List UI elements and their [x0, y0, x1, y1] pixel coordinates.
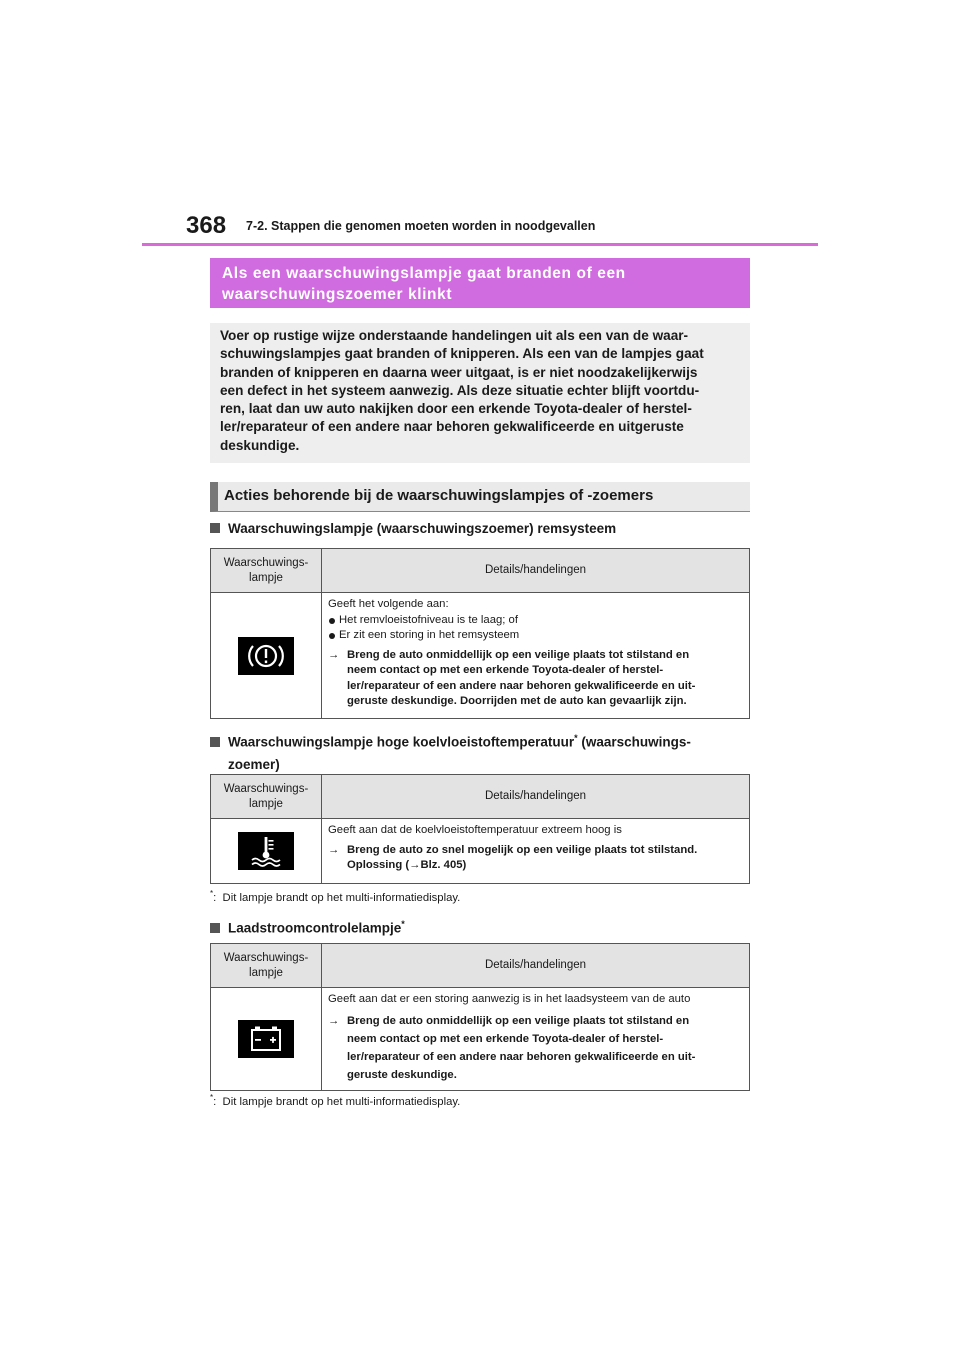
table-header-row	[211, 944, 750, 988]
battery-charging-icon	[238, 1020, 294, 1058]
lamp-cell	[211, 819, 322, 884]
footnote-marker: *	[210, 889, 214, 898]
details-bullet: Het remvloeistofniveau is te laag; of	[328, 613, 743, 629]
table-row	[211, 988, 750, 1091]
details-cell	[322, 988, 750, 1091]
arrow-icon: →	[409, 859, 421, 871]
header-cell-lamp	[211, 775, 322, 819]
action-line: Breng de auto zo snel mogelijk op een veilige plaats tot stilstand.	[347, 843, 698, 856]
action-line: ler/reparateur of een andere naar behoren gekwalificeerde en uit-	[347, 679, 696, 692]
square-bullet-icon	[210, 923, 220, 933]
footnote-marker: *	[210, 1093, 214, 1102]
footnote-colon: :	[213, 891, 217, 904]
charging-warning-table	[210, 943, 750, 1091]
details-action	[328, 1012, 743, 1084]
arrow-icon: →	[328, 1014, 340, 1027]
details-action	[328, 648, 743, 710]
header-lamp-line2: lampje	[249, 797, 283, 810]
lamp-cell	[211, 988, 322, 1091]
intro-line: branden of knipperen en daarna weer uitgaat, is er niet noodzakelijkerwijs	[220, 364, 698, 380]
action-line: neem contact op met een erkende Toyota-dealer of herstel-	[347, 664, 664, 676]
page-number: 368	[186, 212, 227, 239]
coolant-heading-text: Waarschuwingslampje hoge koelvloeistoftemperatuur	[228, 734, 575, 750]
action-line: geruste deskundige. Doorrijden met de auto kan gevaarlijk zijn.	[347, 695, 687, 707]
intro-line: schuwingslampjes gaat branden of knipperen. Als een van de lampjes gaat	[220, 346, 704, 362]
header-lamp-line1: Waarschuwings-	[223, 556, 309, 569]
brake-warning-heading	[210, 518, 616, 540]
coolant-heading-line2: zoemer)	[228, 756, 280, 772]
intro-line: Voer op rustige wijze onderstaande handelingen uit als een van de waar-	[220, 328, 689, 343]
table-header-row	[211, 775, 750, 819]
footnote-colon: :	[213, 1095, 217, 1108]
section-title-banner	[210, 258, 750, 308]
section-title-line1: Als een waarschuwingslampje gaat branden of een	[222, 265, 626, 282]
brake-warning-table	[210, 548, 750, 719]
charging-warning-heading	[210, 913, 405, 940]
intro-line: deskundige.	[220, 437, 300, 453]
table-row	[211, 593, 750, 719]
lamp-cell	[211, 593, 322, 719]
intro-line: een defect in het systeem aanwezig. Als deze situatie echter blijft voortdu-	[220, 382, 700, 398]
details-text: Geeft aan dat de koelvloeistoftemperatuur extreem hoog is	[328, 824, 622, 836]
coolant-heading-text-cont: (waarschuwings-	[577, 734, 691, 750]
coolant-warning-heading	[210, 727, 691, 776]
header-cell-details: Details/handelingen	[322, 549, 750, 593]
coolant-temperature-icon	[238, 832, 294, 870]
header-cell-details: Details/handelingen	[322, 775, 750, 819]
header-cell-lamp	[211, 549, 322, 593]
action-line: ler/reparateur of een andere naar behoren gekwalificeerde en uit-	[347, 1050, 696, 1063]
square-bullet-icon	[210, 523, 220, 533]
footnote	[210, 1093, 460, 1108]
intro-line: ren, laat dan uw auto nakijken door een erkende Toyota-dealer of herstel-	[220, 401, 692, 417]
header-lamp-line2: lampje	[249, 966, 283, 979]
arrow-icon: →	[328, 648, 340, 661]
action-line: Breng de auto onmiddellijk op een veilige plaats tot stilstand en	[347, 648, 690, 661]
details-intro: Geeft het volgende aan:	[328, 598, 449, 610]
footnote-marker: *	[401, 919, 405, 929]
action-line: neem contact op met een erkende Toyota-dealer of herstel-	[347, 1032, 664, 1045]
subsection-title: Acties behorende bij de waarschuwingslampjes of -zoemers	[210, 482, 750, 512]
brake-warning-icon	[238, 637, 294, 675]
action-line: Breng de auto onmiddellijk op een veilige plaats tot stilstand en	[347, 1014, 690, 1027]
footnote-text: Dit lampje brandt op het multi-informatiedisplay.	[222, 891, 461, 904]
chapter-title: 7-2. Stappen die genomen moeten worden in noodgevallen	[246, 219, 596, 233]
header-lamp-line2: lampje	[249, 571, 283, 584]
details-cell	[322, 819, 750, 884]
square-bullet-icon	[210, 737, 220, 747]
page-reference-link[interactable]: Blz. 405)	[420, 859, 467, 871]
header-lamp-line1: Waarschuwings-	[223, 782, 309, 795]
details-cell	[322, 593, 750, 719]
footnote	[210, 889, 460, 904]
action-line: geruste deskundige.	[347, 1068, 457, 1081]
intro-note	[210, 323, 750, 463]
arrow-icon: →	[328, 843, 340, 856]
header-cell-details: Details/handelingen	[322, 944, 750, 988]
details-bullet: Er zit een storing in het remsysteem	[328, 628, 743, 644]
header-cell-lamp	[211, 944, 322, 988]
table-row	[211, 819, 750, 884]
action-text: Oplossing (	[347, 859, 410, 871]
details-text: Geeft aan dat er een storing aanwezig is in het laadsysteem van de auto	[328, 993, 691, 1005]
brake-heading-text: Waarschuwingslampje (waarschuwingszoemer) remsysteem	[228, 521, 617, 536]
coolant-warning-table	[210, 774, 750, 884]
table-header-row	[211, 549, 750, 593]
details-action	[328, 843, 743, 874]
action-line	[347, 858, 743, 874]
footnote-marker: *	[574, 733, 578, 743]
footnote-text: Dit lampje brandt op het multi-informatiedisplay.	[222, 1095, 461, 1108]
charging-heading-text: Laadstroomcontrolelampje	[228, 920, 402, 936]
section-title-line2: waarschuwingszoemer klinkt	[222, 286, 453, 303]
header-divider	[142, 243, 818, 246]
intro-line: ler/reparateur of een andere naar behoren gekwalificeerde en uitgeruste	[220, 419, 684, 435]
header-lamp-line1: Waarschuwings-	[223, 951, 309, 964]
